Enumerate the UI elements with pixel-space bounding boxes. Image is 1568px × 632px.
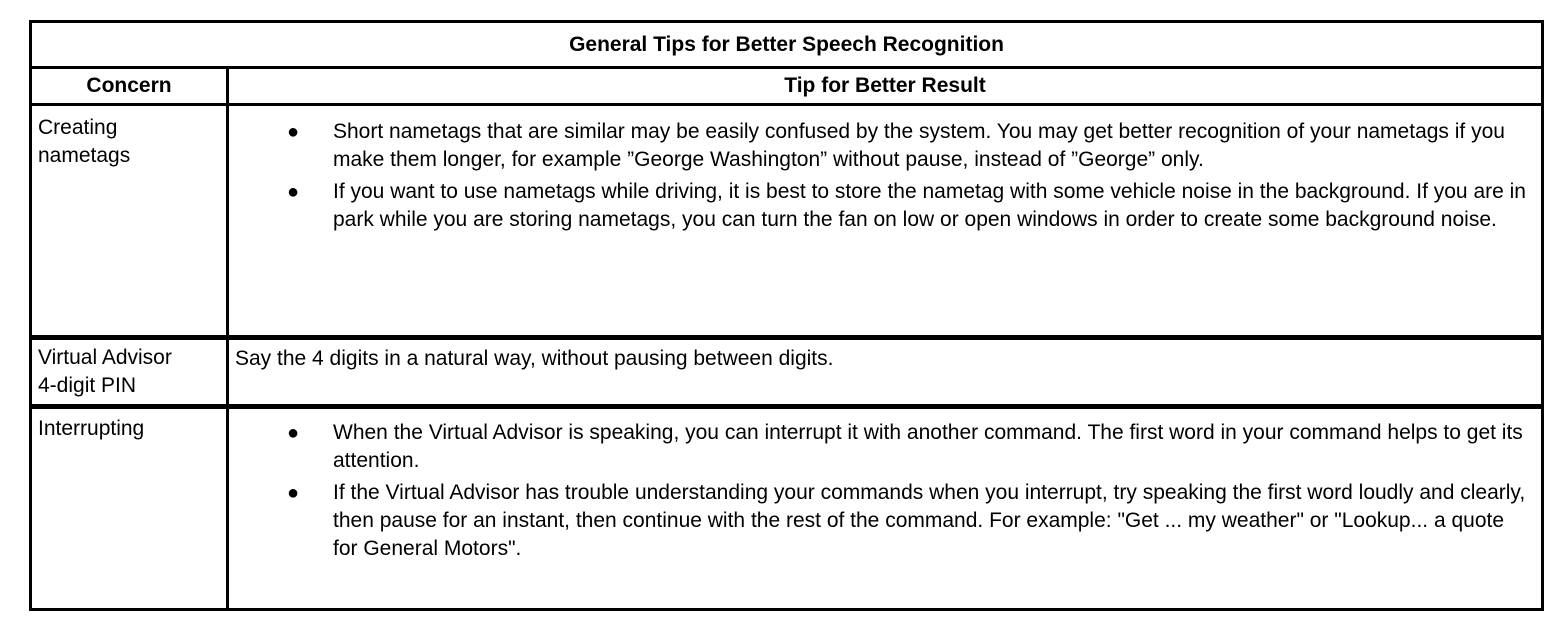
title-row — [31, 22, 1543, 68]
concern-line: Virtual Advisor — [38, 346, 172, 369]
tip-text: Short nametags that are similar may be easily confused by the system. You may get better recognition of your nametags if you make them longer, for example ”George Washington” without pause, instead of ”George” only. — [333, 120, 1505, 171]
bullet-icon: ● — [287, 121, 300, 143]
tip-cell — [228, 338, 1543, 407]
tips-table — [29, 20, 1544, 611]
header-tip: Tip for Better Result — [228, 68, 1543, 105]
bullet-icon: ● — [287, 482, 300, 504]
tip-list — [229, 106, 1541, 234]
concern-cell — [31, 407, 228, 610]
concern-cell — [31, 105, 228, 338]
concern-line: 4-digit PIN — [38, 374, 137, 397]
header-row — [31, 68, 1543, 105]
tip-cell — [228, 407, 1543, 610]
tip-text: If the Virtual Advisor has trouble understanding your commands when you interrupt, try speaking the first word loudly and clearly, then pause for an instant, then continue with the rest of the command. For example: "Get ... my weather" or "Lookup... a quote for General Motors". — [333, 481, 1526, 560]
table-row — [31, 105, 1543, 338]
tip-item — [229, 479, 1529, 563]
header-concern: Concern — [31, 68, 228, 105]
tip-item — [229, 419, 1529, 475]
tip-item — [229, 178, 1529, 234]
table-row — [31, 338, 1543, 407]
bullet-icon: ● — [287, 181, 300, 203]
concern-line: nametags — [38, 144, 131, 167]
table-row — [31, 407, 1543, 610]
table-title: General Tips for Better Speech Recognition — [31, 22, 1543, 68]
concern-line: Creating — [38, 116, 118, 139]
tip-text: Say the 4 digits in a natural way, without pausing between digits. — [235, 347, 834, 370]
tip-item — [229, 118, 1529, 174]
tip-list — [229, 409, 1541, 563]
tip-text: If you want to use nametags while driving, it is best to store the nametag with some vehicle noise in the background. If you are in park while you are storing nametags, you can turn the fan on low or open windows in order to create some background noise. — [333, 180, 1526, 231]
concern-cell — [31, 338, 228, 407]
bullet-icon: ● — [287, 422, 300, 444]
concern-line: Interrupting — [38, 417, 145, 440]
tip-text: When the Virtual Advisor is speaking, you can interrupt it with another command. The first word in your command helps to get its attention. — [333, 421, 1523, 472]
tip-cell — [228, 105, 1543, 338]
